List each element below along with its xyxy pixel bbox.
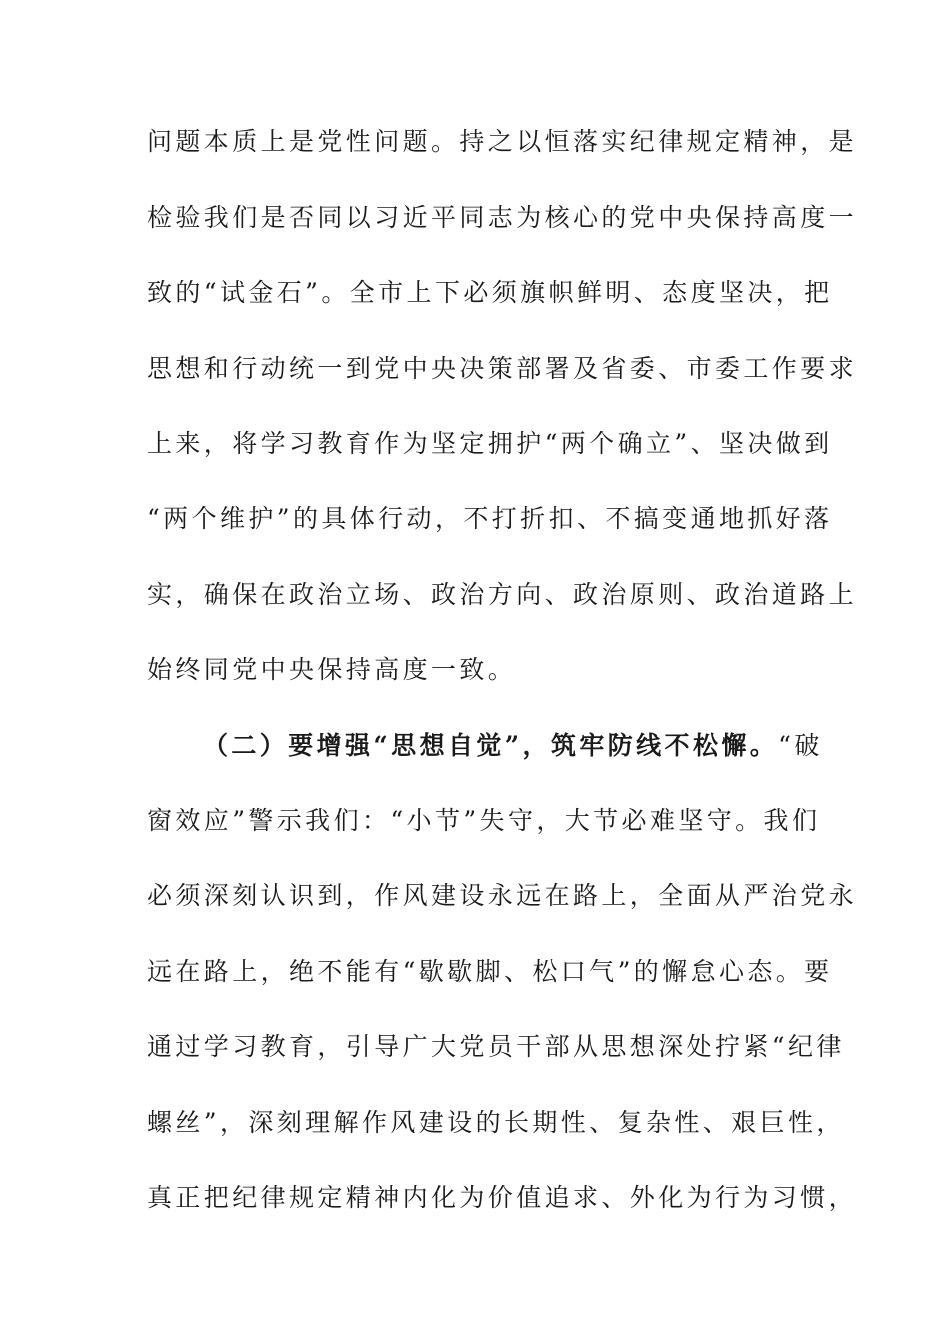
text-line: 上来，将学习教育作为坚定拥护“两个确立”、坚决做到 bbox=[147, 429, 833, 458]
text-line: 真正把纪律规定精神内化为价值追求、外化为行为习惯， bbox=[147, 1183, 858, 1212]
text-line: “两个维护”的具体行动，不打折扣、不搞变通地抓好落 bbox=[147, 504, 833, 533]
text-line: 远在路上，绝不能有“歇歇脚、松口气”的懈怠心态。要 bbox=[147, 957, 833, 986]
text-line: 检验我们是否同以习近平同志为核心的党中央保持高度一 bbox=[147, 203, 858, 232]
text-line: 思想和行动统一到党中央决策部署及省委、市委工作要求 bbox=[147, 354, 858, 383]
text-line: 始终同党中央保持高度一致。 bbox=[147, 655, 517, 684]
text-line: 实，确保在政治立场、政治方向、政治原则、政治道路上 bbox=[147, 580, 858, 609]
heading-tail-text: “破 bbox=[778, 731, 823, 760]
text-line: 问题本质上是党性问题。持之以恒落实纪律规定精神，是 bbox=[147, 127, 858, 156]
text-line: 螺丝”，深刻理解作风建设的长期性、复杂性、艰巨性， bbox=[147, 1108, 845, 1137]
paragraph-first-line bbox=[203, 731, 823, 761]
text-line: 通过学习教育，引导广大党员干部从思想深处拧紧“纪律 bbox=[147, 1032, 845, 1061]
section-heading: （二）要增强“思想自觉”，筑牢防线不松懈。 bbox=[203, 731, 779, 760]
text-line: 致的“试金石”。全市上下必须旗帜鲜明、态度坚决，把 bbox=[147, 278, 833, 307]
text-line: 必须深刻认识到，作风建设永远在路上，全面从严治党永 bbox=[147, 881, 858, 910]
text-line: 窗效应”警示我们：“小节”失守，大节必难坚守。我们 bbox=[147, 806, 821, 835]
